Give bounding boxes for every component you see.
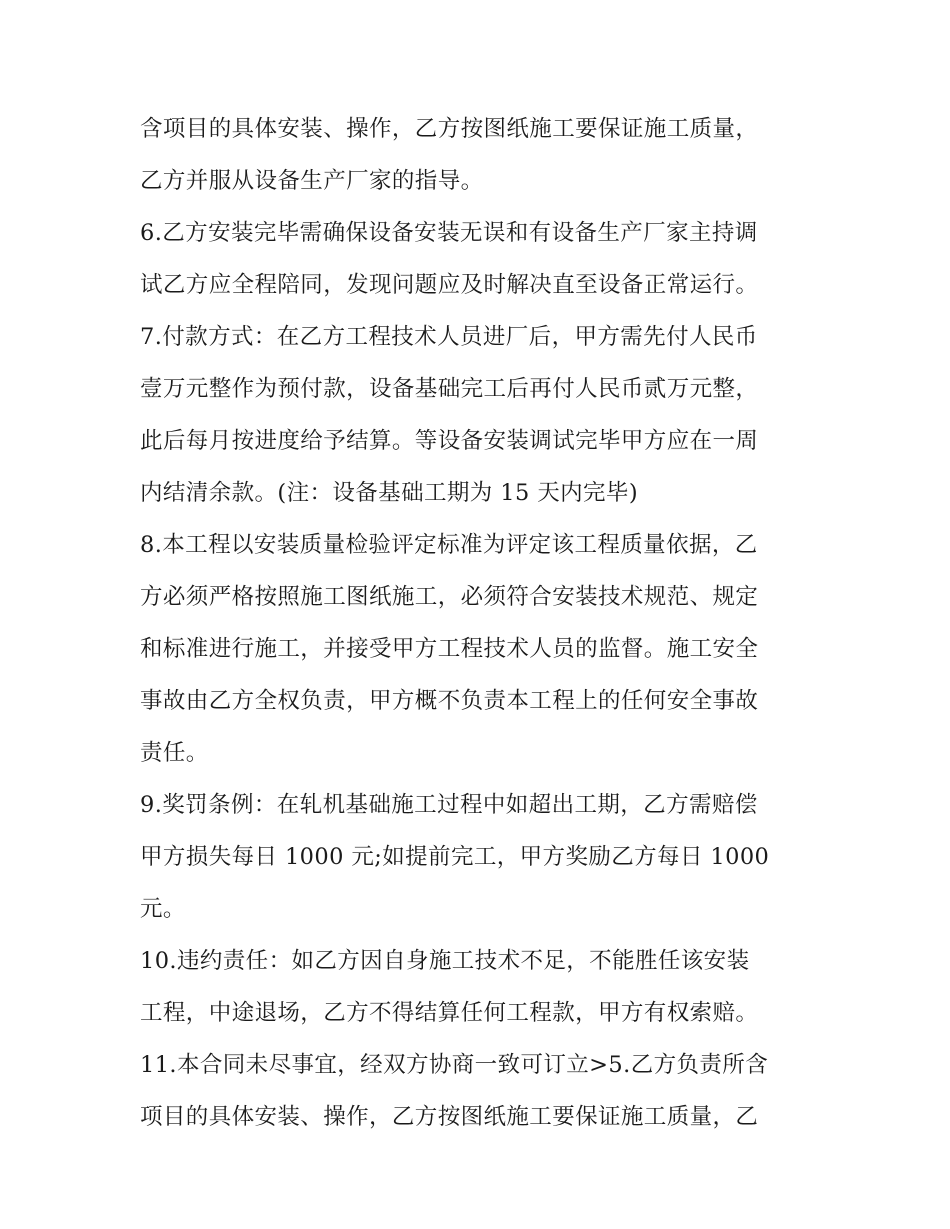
text-line: 工程，中途退场，乙方不得结算任何工程款，甲方有权索赔。 [140,1000,759,1026]
text-line: 和标准进行施工，并接受甲方工程技术人员的监督。施工安全 [140,636,759,662]
clause-11-line: 11.本合同未尽事宜，经双方协商一致可订立>5.乙方负责所含 [140,1052,769,1078]
text-line: 甲方损失每日 1000 元;如提前完工，甲方奖励乙方每日 1000 [140,844,770,870]
clause-10-line: 10.违约责任：如乙方因自身施工技术不足，不能胜任该安装 [140,948,750,974]
text-line: 内结清余款。(注：设备基础工期为 15 天内完毕) [140,480,638,506]
text-line: 此后每月按进度给予结算。等设备安装调试完毕甲方应在一周 [140,428,759,454]
contract-text [140,103,820,1143]
text-line: 壹万元整作为预付款，设备基础完工后再付人民币贰万元整， [140,376,759,402]
text-line: 试乙方应全程陪同，发现问题应及时解决直至设备正常运行。 [140,272,759,298]
text-line: 方必须严格按照施工图纸施工，必须符合安装技术规范、规定 [140,584,759,610]
text-line: 乙方并服从设备生产厂家的指导。 [140,168,484,194]
text-line: 责任。 [140,740,209,766]
clause-7-line: 7.付款方式：在乙方工程技术人员进厂后，甲方需先付人民币 [140,324,758,350]
clause-6-line: 6.乙方安装完毕需确保设备安装无误和有设备生产厂家主持调 [140,220,758,246]
clause-8-line: 8.本工程以安装质量检验评定标准为评定该工程质量依据，乙 [140,532,758,558]
text-line: 事故由乙方全权负责，甲方概不负责本工程上的任何安全事故 [140,688,759,714]
text-line: 项目的具体安装、操作，乙方按图纸施工要保证施工质量，乙 [140,1104,759,1130]
text-line: 元。 [140,896,186,922]
text-line: 含项目的具体安装、操作，乙方按图纸施工要保证施工质量， [140,116,759,142]
clause-9-line: 9.奖罚条例：在轧机基础施工过程中如超出工期，乙方需赔偿 [140,792,758,818]
